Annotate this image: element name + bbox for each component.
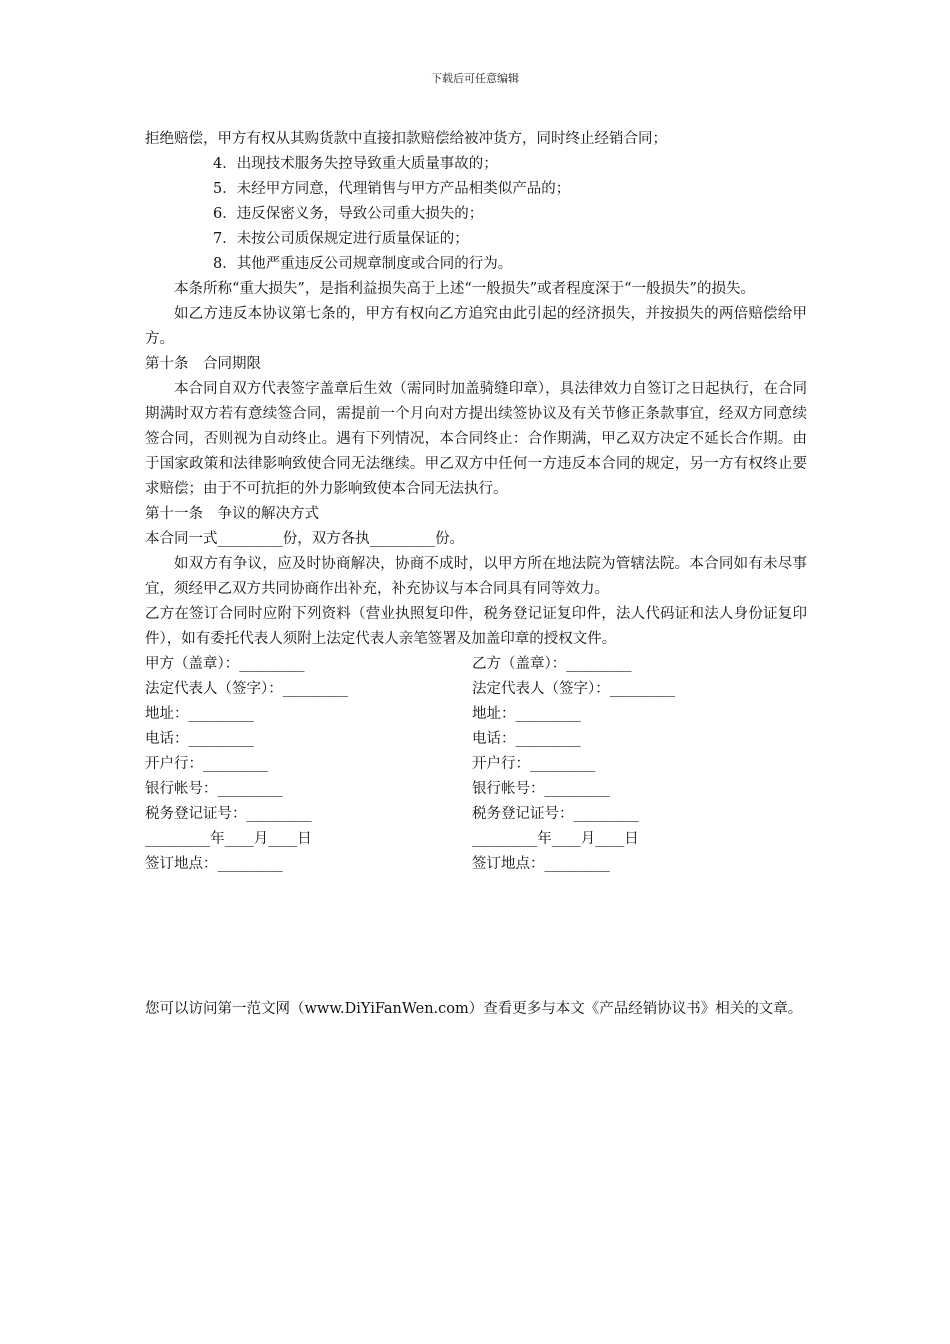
- paragraph: 乙方在签订合同时应附下列资料（营业执照复印件，税务登记证复印件，法人代码证和法人身份证复印件），如有委托代表人须附上法定代表人亲笔签署及加盖印章的授权文件。: [145, 606, 807, 647]
- footer-note: 您可以访问第一范文网（www.DiYiFanWen.com）查看更多与本文《产品经销协议书》相关的文章。: [145, 1001, 803, 1017]
- party-a-address-field: 地址：_________: [145, 706, 254, 722]
- party-a-bank-field: 开户行：_________: [145, 756, 269, 772]
- list-item-8: 8．其他严重违反公司规章制度或合同的行为。: [213, 256, 513, 272]
- party-b-tax-id-field: 税务登记证号：_________: [472, 806, 639, 822]
- party-b-account-field: 银行帐号：_________: [472, 781, 610, 797]
- party-a-date-field: _________年____月____日: [145, 831, 312, 847]
- party-b-phone-field: 电话：_________: [472, 731, 581, 747]
- section-heading-10: 第十条 合同期限: [145, 356, 261, 372]
- party-a-representative-field: 法定代表人（签字）：_________: [145, 681, 348, 697]
- paragraph: 如双方有争议，应及时协商解决，协商不成时，以甲方所在地法院为管辖法院。本合同如有未尽事宜，须经甲乙双方共同协商作出补充，补充协议与本合同具有同等效力。: [145, 556, 807, 597]
- paragraph: 如乙方违反本协议第七条的，甲方有权向乙方追究由此引起的经济损失，并按损失的两倍赔偿给甲方。: [145, 306, 807, 347]
- paragraph: 拒绝赔偿，甲方有权从其购货款中直接扣款赔偿给被冲货方，同时终止经销合同；: [145, 131, 667, 147]
- list-item-7: 7．未按公司质保规定进行质量保证的；: [213, 231, 469, 247]
- paragraph: 本条所称“重大损失”，是指利益损失高于上述“一般损失”或者程度深于“一般损失”的损失。: [174, 281, 755, 297]
- list-item-5: 5．未经甲方同意，代理销售与甲方产品相类似产品的；: [213, 181, 571, 197]
- paragraph: 本合同自双方代表签字盖章后生效（需同时加盖骑缝印章），具法律效力自签订之日起执行，在合同期满时双方若有意续签合同，需提前一个月向对方提出续签协议及有关节修正条款事宜，经双方同意续签合同，否则视为自动终止。遇有下列情况，本合同终止：合作期满，甲乙双方决定不延长合作期。由于国家政策和法律影响致使合同无法继续。甲乙双方中任何一方违反本合同的规定，另一方有权终止要求赔偿；由于不可抗拒的外力影响致使本合同无法执行。: [145, 381, 807, 497]
- signature-block: [145, 652, 807, 877]
- party-a-phone-field: 电话：_________: [145, 731, 254, 747]
- party-b-place-field: 签订地点：_________: [472, 856, 610, 872]
- party-b-bank-field: 开户行：_________: [472, 756, 596, 772]
- party-b-address-field: 地址：_________: [472, 706, 581, 722]
- list-item-6: 6．违反保密义务，导致公司重大损失的；: [213, 206, 484, 222]
- party-b-seal-field: 乙方（盖章）：_________: [472, 656, 632, 672]
- party-a-tax-id-field: 税务登记证号：_________: [145, 806, 312, 822]
- party-b-date-field: _________年____月____日: [472, 831, 639, 847]
- party-a-seal-field: 甲方（盖章）：_________: [145, 656, 305, 672]
- party-b-representative-field: 法定代表人（签字）：_________: [472, 681, 675, 697]
- party-a-account-field: 银行帐号：_________: [145, 781, 283, 797]
- page-header: 下载后可任意编辑: [431, 72, 519, 85]
- paragraph: 本合同一式_________份，双方各执_________份。: [145, 531, 464, 547]
- party-a-place-field: 签订地点：_________: [145, 856, 283, 872]
- document-body: [145, 127, 807, 877]
- section-heading-11: 第十一条 争议的解决方式: [145, 506, 319, 522]
- list-item-4: 4．出现技术服务失控导致重大质量事故的；: [213, 156, 498, 172]
